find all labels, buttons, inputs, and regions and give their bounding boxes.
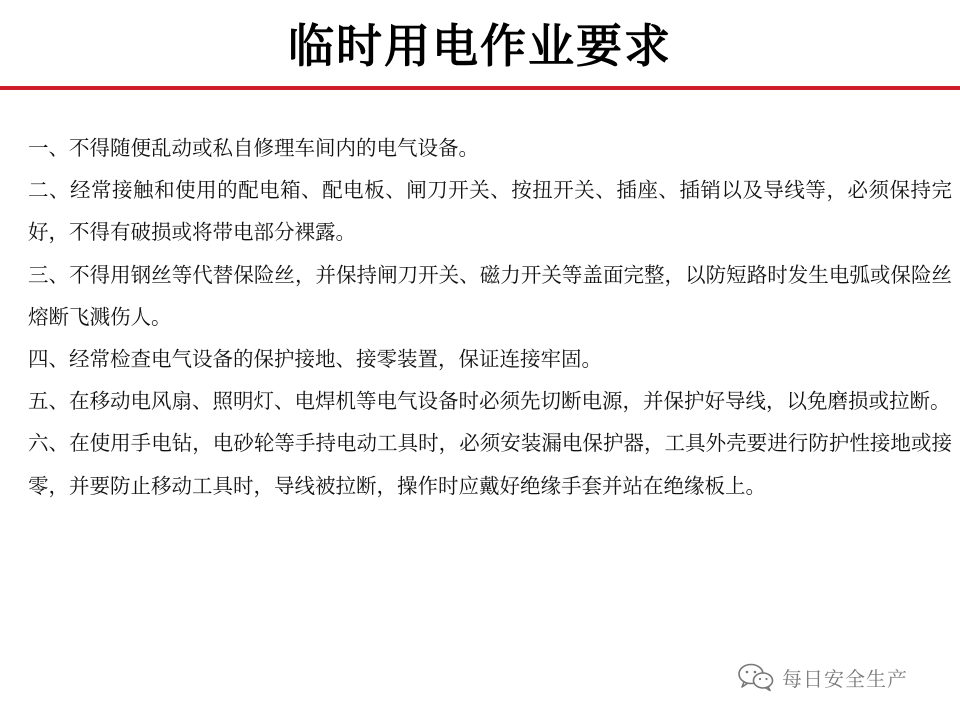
wechat-icon — [736, 662, 776, 692]
title-divider — [0, 86, 960, 90]
watermark-text: 每日安全生产 — [782, 666, 908, 691]
requirement-item-5: 五、在移动电风扇、照明灯、电焊机等电气设备时必须先切断电源，并保护好导线，以免磨损或拉断。 — [28, 389, 951, 414]
requirement-item-4: 四、经常检查电气设备的保护接地、接零装置，保证连接牢固。 — [28, 347, 602, 372]
requirement-item-1: 一、不得随便乱动或私自修理车间内的电气设备。 — [28, 136, 479, 160]
requirement-item-6: 六、在使用手电钻，电砂轮等手持电动工具时，必须安装漏电保护器，工具外壳要进行防护性接地或接零，并要防止移动工具时，导线被拉断，操作时应戴好绝缘手套并站在绝缘板上。 — [28, 431, 952, 498]
watermark — [736, 662, 908, 692]
requirement-item-2: 二、经常接触和使用的配电箱、配电板、闸刀开关、按扭开关、插座、插销以及导线等，必须保持完好，不得有破损或将带电部分裸露。 — [28, 178, 952, 245]
requirement-item-3: 三、不得用钢丝等代替保险丝，并保持闸刀开关、磁力开关等盖面完整，以防短路时发生电弧或保险丝熔断飞溅伤人。 — [28, 262, 952, 329]
page-title: 临时用电作业要求 — [288, 19, 672, 73]
requirements-list — [28, 127, 952, 507]
